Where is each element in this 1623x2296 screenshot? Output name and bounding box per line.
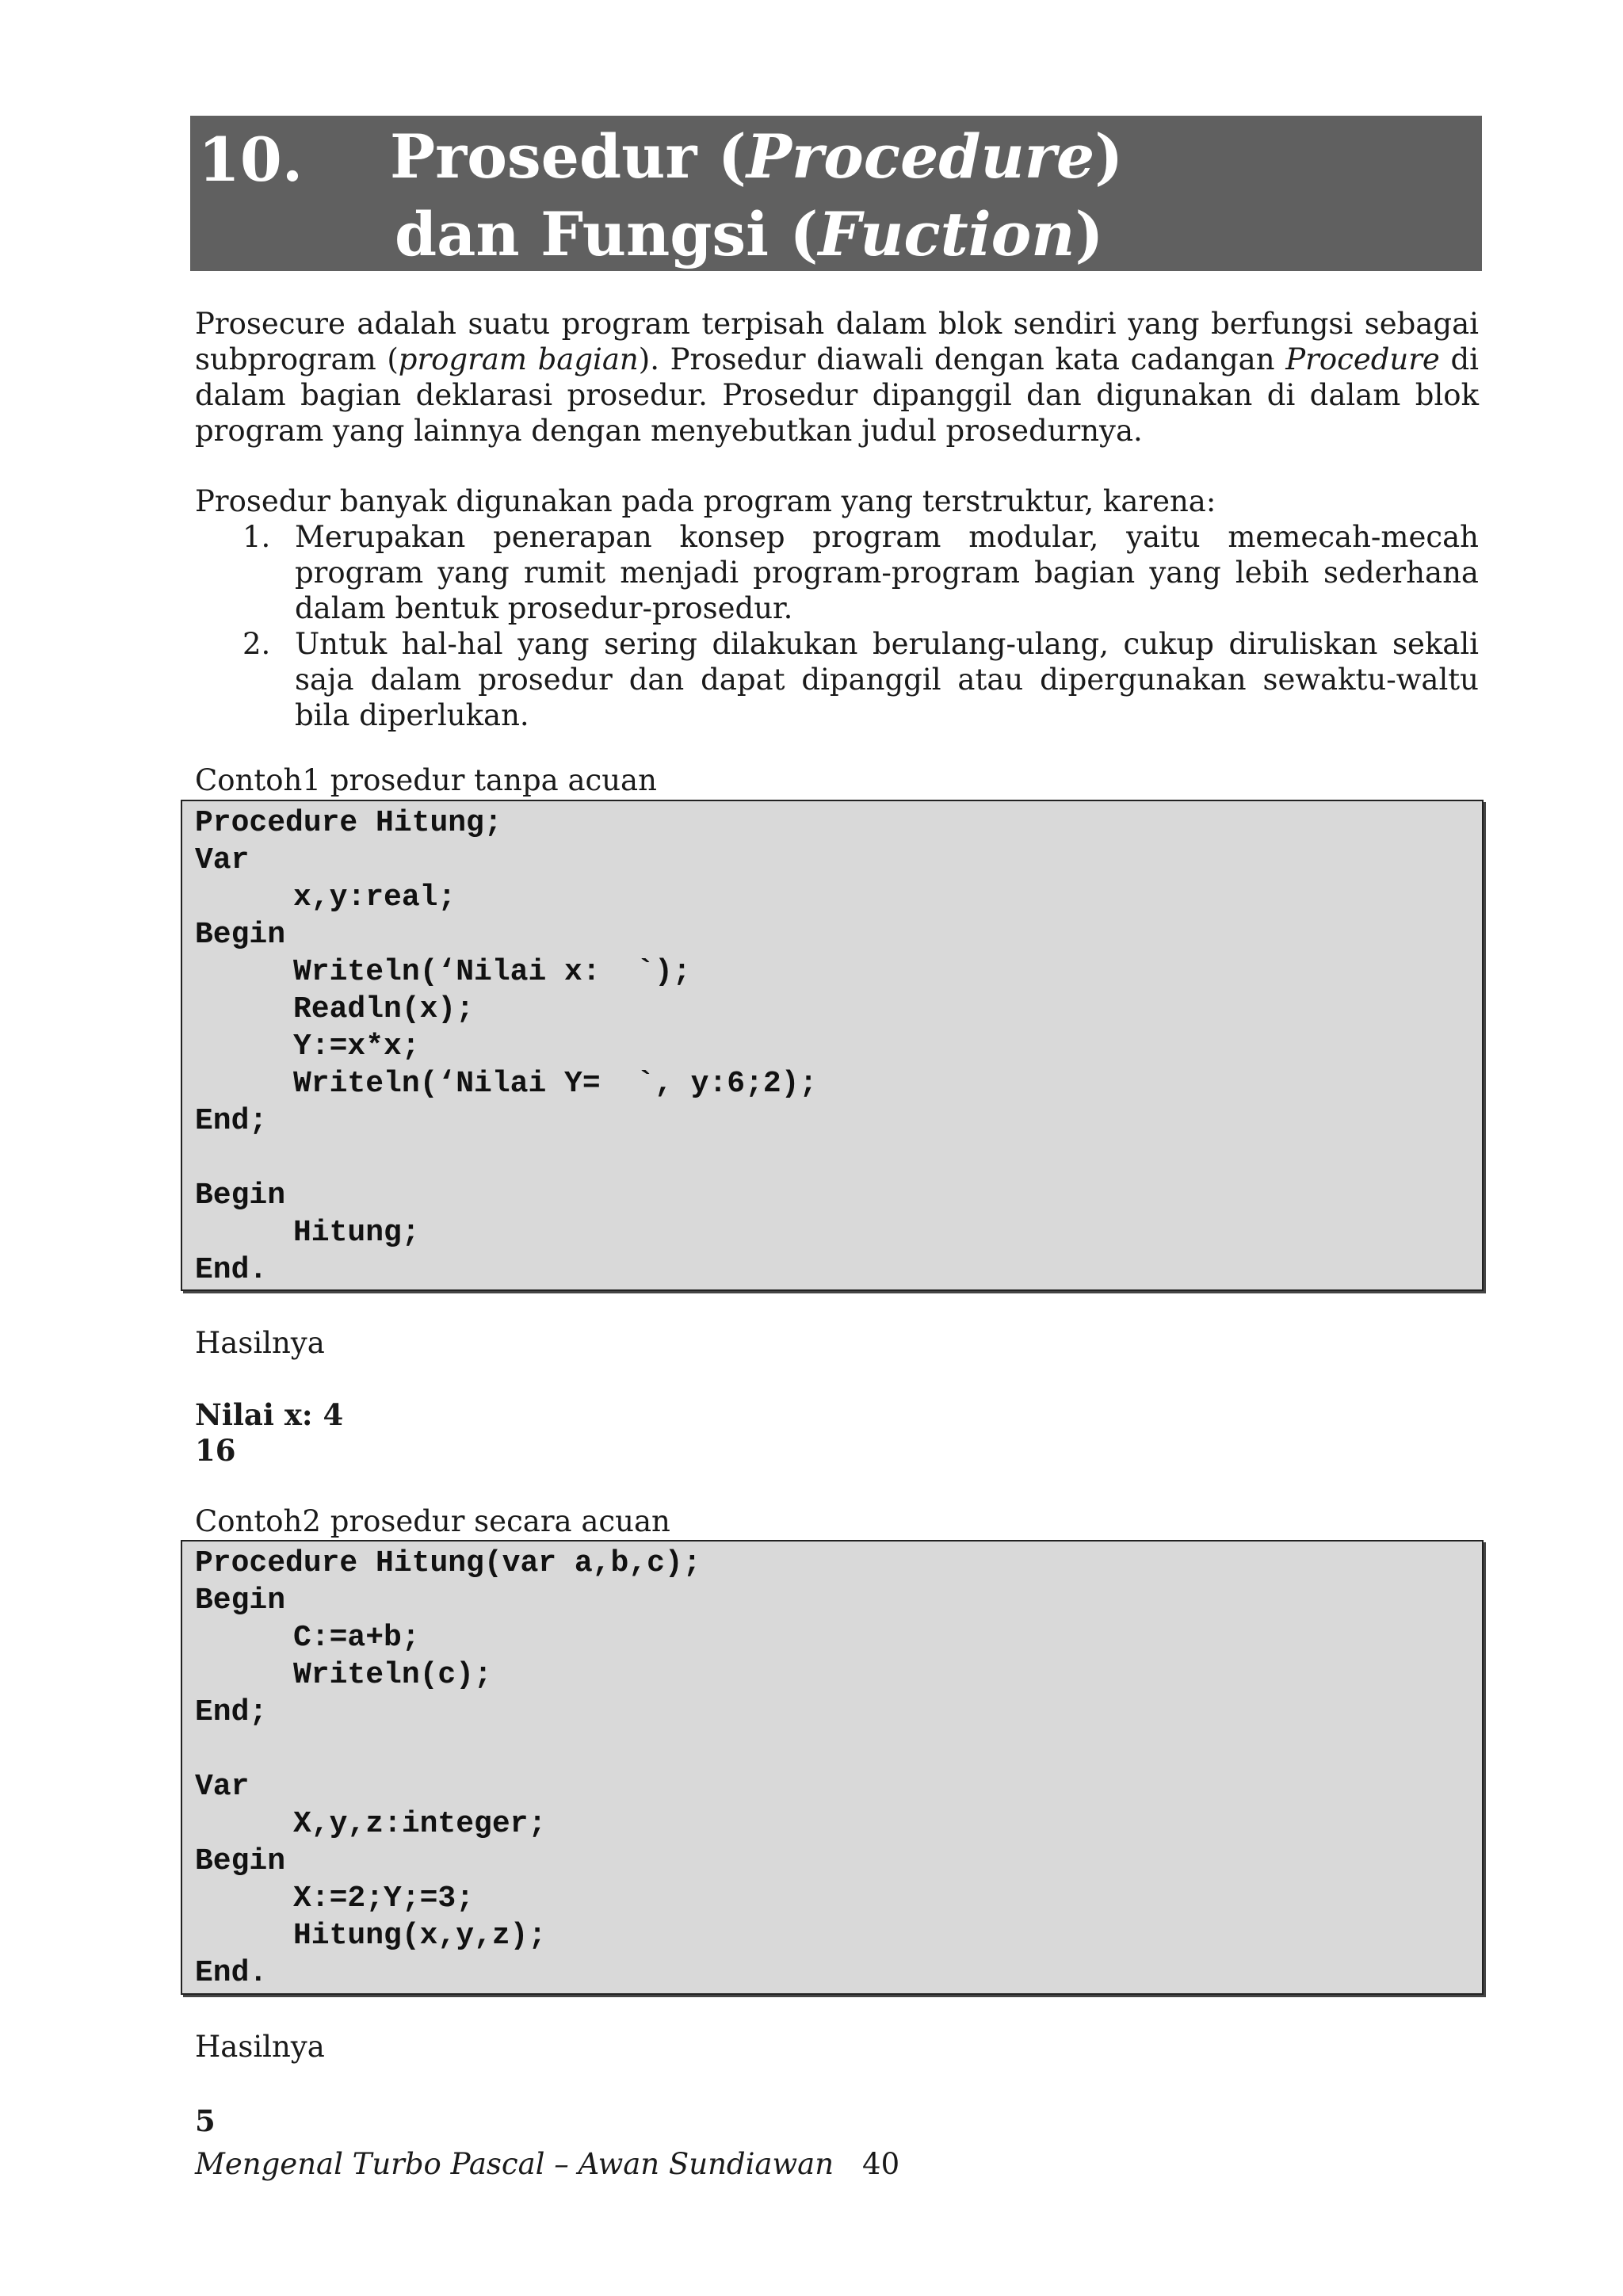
code-line: Hitung(x,y,z); (293, 1919, 547, 1953)
code-line: x,y:real; (293, 881, 456, 915)
code-line: Begin (195, 1844, 286, 1878)
example1-label: Contoh1 prosedur tanpa acuan (195, 763, 657, 797)
italic-term: program bagian (398, 342, 639, 376)
intro-line: dalam bagian deklarasi prosedur. Prosedur dipanggil dan digunakan di dalam blok (195, 378, 1479, 412)
code-line: End. (195, 1253, 268, 1287)
code-block-example1 (181, 800, 1484, 1291)
italic-term: Procedure (1285, 342, 1440, 376)
text-span: di (1439, 342, 1480, 376)
code-line: X,y,z:integer; (293, 1807, 547, 1841)
code-block-example2 (181, 1540, 1484, 1995)
example1-result-label: Hasilnya (195, 1326, 325, 1360)
code-line: Procedure Hitung(var a,b,c); (195, 1546, 701, 1580)
reasons-lead: Prosedur banyak digunakan pada program yang terstruktur, karena: (195, 484, 1216, 518)
code-line: Var (195, 843, 250, 877)
code-line: X:=2;Y;=3; (293, 1881, 475, 1916)
list-line: dalam bentuk prosedur-prosedur. (295, 591, 793, 625)
code-line: Begin (195, 1584, 286, 1618)
title-italic-term: Fuction (818, 199, 1075, 269)
code-line: End. (195, 1956, 268, 1990)
code-line: Readln(x); (293, 992, 475, 1026)
example2-label: Contoh2 prosedur secara acuan (195, 1504, 670, 1538)
page-footer (195, 2146, 899, 2182)
list-number: 2. (242, 627, 271, 661)
title-text: dan Fungsi ( (395, 199, 819, 269)
example2-result-line: 5 (195, 2103, 216, 2138)
code-line: Hitung; (293, 1216, 420, 1250)
code-line: End; (195, 1695, 268, 1729)
text-span: ). Prosedur diawali dengan kata cadangan (638, 342, 1286, 376)
code-line: Procedure Hitung; (195, 806, 502, 840)
list-line: Untuk hal-hal yang sering dilakukan berulang-ulang, cukup diruliskan sekali (295, 627, 1479, 661)
chapter-title-line-2 (395, 195, 1104, 274)
chapter-title-bar (190, 116, 1482, 271)
code-line: Begin (195, 918, 286, 952)
list-line: bila diperlukan. (295, 698, 529, 732)
code-line: C:=a+b; (293, 1621, 420, 1655)
code-line: Begin (195, 1179, 286, 1213)
intro-line: program yang lainnya dengan menyebutkan judul prosedurnya. (195, 414, 1143, 448)
title-paren: ) (1075, 199, 1104, 269)
code-line: Var (195, 1770, 250, 1804)
list-line: Merupakan penerapan konsep program modular, yaitu memecah-mecah (295, 520, 1479, 554)
reasons-list (195, 519, 1479, 733)
intro-paragraph (195, 306, 1479, 449)
footer-book-title: Mengenal Turbo Pascal – Awan Sundiawan (195, 2147, 834, 2181)
chapter-number: 10. (198, 124, 304, 195)
intro-line (195, 342, 1479, 377)
example1-result-line: 16 (195, 1433, 236, 1468)
list-item (195, 519, 1479, 626)
text-span: subprogram ( (195, 342, 399, 376)
title-italic-term: Procedure (746, 121, 1095, 192)
page-number: 40 (862, 2147, 900, 2181)
code-line: Writeln(c); (293, 1658, 492, 1692)
title-paren: ) (1094, 121, 1124, 192)
code-line: Writeln(‘Nilai Y= `, y:6;2); (293, 1067, 818, 1101)
list-number: 1. (242, 520, 271, 554)
example2-result-label: Hasilnya (195, 2030, 325, 2064)
code-line: Writeln(‘Nilai x: `); (293, 955, 691, 989)
title-text: Prosedur ( (390, 121, 747, 192)
list-item (195, 626, 1479, 733)
intro-line: Prosecure adalah suatu program terpisah dalam blok sendiri yang berfungsi sebagai (195, 307, 1479, 341)
code-line: Y:=x*x; (293, 1030, 420, 1064)
code-line: End; (195, 1104, 268, 1138)
list-line: program yang rumit menjadi program-program bagian yang lebih sederhana (295, 556, 1479, 590)
example1-result-line: Nilai x: 4 (195, 1397, 344, 1432)
chapter-title-line-1 (390, 117, 1123, 197)
list-line: saja dalam prosedur dan dapat dipanggil atau dipergunakan sewaktu-waltu (295, 663, 1479, 697)
